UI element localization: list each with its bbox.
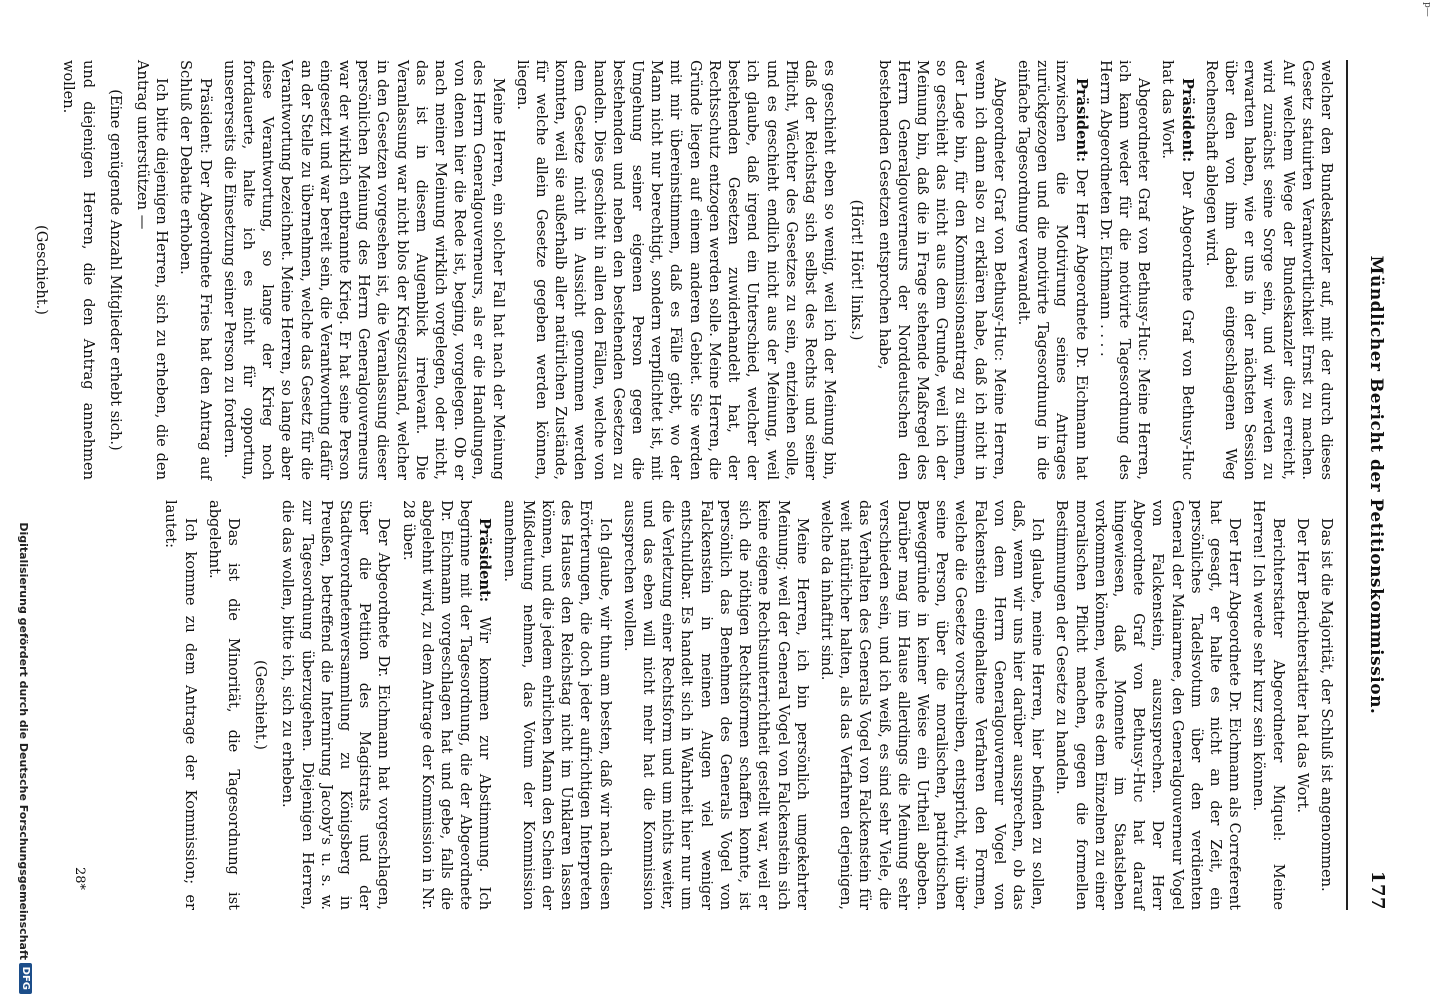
paragraph	[398, 500, 494, 910]
paragraph: Meine Herren, ein solcher Fall hat nach der Meinung des Herrn Generalgouverneurs, als er die Handlungen, von denen hier die Rede ist, beging, vorgelegen. Ob er nach meiner Meinung wirklich vorgelegen, oder nicht, das ist in diesem Augenblick irrelevant. Die Veranlassung war nicht blos der Kriegszustand, welcher in den Gesetzen vorgesehen ist, die Veranlassung dieser persönlichen Meinung des Herrn Generalgouverneurs war der wirklich entbrannte Krieg. Er hat seine Person eingesetzt und war bereit sein, die Verantwortung dafür an der Stelle zu übernehmen, welche das Gesetz für die Verantwortung bezeichnet. Meine Herren, so lange aber diese Verantwortung, so lange der Krieg noch fortdauerte, halte ich es nicht für opportun, unsererseits die Einsetzung seiner Person zu fordern.	[220, 60, 507, 480]
dfg-logo: DFG	[19, 963, 32, 994]
paragraph-text: Wir kommen zur Abstimmung. Ich begrinne mit der Tagesordnung, die der Abgeordnete Dr. Eichmann vorgeschlagen hat und gebe, falls die abgelehnt wird, zu dem Antrage der Kommission in Nr. 28 über.	[399, 500, 494, 910]
paragraph: Meine Herren, ich bin persönlich umgekehrter Meinung; weil der General Vogel von Falckenstein sich keine eigene Rechtsunterrichtheit gestellt war, weil er sich die nöthigen Rechtsformen schaffen konnte, ist persönlich das Benehmen des Generals Vogel von Falckenstein in meinen Augen viel weniger entschuldbar. Es handelt sich in Wahrheit hier nur um die Verletzung einer Rechtsform und um nichts weiter, und das eben will nicht mehr hat die Kommission aussprechen wollen.	[620, 500, 811, 910]
interjection: (Geschieht.)	[33, 225, 51, 315]
right-column	[110, 500, 1336, 910]
speaker-label: Präsident:	[1178, 78, 1196, 163]
paragraph: Der Herr Abgeordnete Dr. Eichmann als Correferent hat gesagt, er halte es nicht an der Zeit, ein persönliches Tadelsvotum über den verdienten General der Mainarmee, den Generalgouverneur Vogel von Falckenstein, auszusprechen. Der Herr Abgeordnete Graf von Bethusy-Huc hat darauf hingewiesen, daß Momente im Staatsleben vorkommen können, welche es dem Einzelnen zu einer moralischen Pflicht machen, gegen die formellen Bestimmungen der Gesetze zu handeln.	[1053, 500, 1244, 910]
digitization-footer	[8, 0, 34, 1000]
header-rule	[1346, 60, 1348, 910]
interjection: (Hört! Hört! links.)	[848, 199, 866, 341]
paragraph: Ich glaube, meine Herren, hier befinden zu sollen, daß, wenn wir uns hier darüber aussprechen, ob das von dem Herrn Generalgouverneur Vogel von Falckenstein eingehaltene Verfahren den Formen, welche die Gesetze vorschreiben, entspricht, wir über seine Person, über die moralischen, patriotischen Beweggründe in keiner Weise ein Urtheil abgeben. Darüber mag im Hause allerdings die Meinung sehr verschieden sein, und ich weiß, es sind sehr Viele, die das Verhalten des Generals Vogel von Falckenstein für weit natürlicher halten, als das Verfahren derjenigen, welche da inhaftirt sind.	[817, 500, 1047, 910]
paragraph: und diejenigen Herren, die den Antrag annehmen wollen.	[60, 60, 97, 480]
paragraph: Der Abgeordnete Dr. Eichmann hat vorgeschlagen, über die Petition des Magistrats und der Stadtverordnetenversammlung zu Königsberg in Preußen, betreffend die Internirung Jacoby's u. s. w. zur Tagesordnung überzugehen. Diejenigen Herren, die das wollen, bitte ich, sich zu erheben.	[279, 500, 393, 910]
running-header	[1352, 60, 1392, 910]
paragraph: Ich komme zu dem Antrage der Kommission; er lautet:	[162, 500, 199, 910]
speaker-label: Präsident:	[1072, 78, 1090, 163]
paragraph: es geschieht eben so wenig, weil ich der Meinung bin, daß der Reichstag sich selbst des Rechts und seiner Pflicht, Wächter des Gesetzes zu sein, entziehen solle, und es geschieht endlich nicht aus der Meinung, weil ich glaube, daß irgend ein Unterschied, welcher der bestehenden Gesetzen zuwiderhandelt hat, der Rechtsschutz entzogen werden solle. Meine Herren, die Gründe liegen auf einem anderen Gebiet. Sie werden mit mir übereinstimmen, daß es Fälle giebt, wo der Mann nicht nur berechtigt, sondern verpflichtet ist, mit Umgehung seiner eigenen Person gegen die bestehenden und neben den bestehenden Gesetzen zu handeln. Dies geschieht in allen den Fällen, welche von dem Gesetze nicht in Aussicht genommen werden konnten, weil sie außerhalb aller natürlichen Zustände, für welche allein Gesetze gegeben werden können, liegen.	[513, 60, 839, 480]
paragraph	[1014, 60, 1091, 480]
paragraph: Abgeordneter Graf von Bethusy-Huc: Meine Herren, ich kann weder für die motivirte Tagesordnung des Herrn Abgeordneten Dr. Eichmann . . . .	[1096, 60, 1153, 480]
page-number: 177	[1367, 870, 1388, 910]
interjection: (Eine genügende Anzahl Mitglieder erhebt sich.)	[106, 89, 124, 451]
paragraph: Das ist die Minorität, die Tagesordnung ist abgelehnt.	[205, 500, 243, 910]
paragraph: welcher den Bundeskanzler auf, mit der durch dieses Gesetz statuirten Verantwortlichkeit Ernst zu machen. Auf welchem Wege der Bundeskanzler dies erreicht, wird zunächst seine Sorge sein, und wir werden zu erwarten haben, wie er uns in der nächsten Session über den von ihm dabei eingeschlagenen Weg Rechenschaft ablegen wird.	[1202, 60, 1335, 480]
signature-mark: 28*	[72, 866, 87, 890]
paragraph: Das ist die Majorität, der Schluß ist angenommen.	[1318, 518, 1335, 892]
corner-mark: p—	[1422, 2, 1432, 17]
page-title: Mündlicher Bericht der Petitionskommission.	[1366, 255, 1386, 715]
paragraph: Präsident: Der Abgeordnete Fries hat den Antrag auf Schluß der Debatte erhoben.	[177, 60, 214, 480]
paragraph: Der Herr Berichterstatter hat das Wort.	[1293, 518, 1311, 814]
paragraph-text: Der Herr Abgeordnete Dr. Eichmann hat inzwischen die Motivirung seines Antrages zurückgezogen und die motivirte Tagesordnung in die einfache Tagesordnung verwandelt.	[1014, 60, 1090, 480]
paragraph: Ich glaube, wir thun am besten, daß wir nach diesen Erörterungen, die doch jeder aufrichtigen Interpreten des Hauses den Reichstag nicht im Unklaren lassen können, und die jedem ehrlichen Mann den Schein der Mißdeutung nehmen, das Votum der Kommission annehmen.	[500, 500, 614, 910]
paragraph-text: Der Abgeordnete Graf von Bethusy-Huc hat das Wort.	[1159, 60, 1196, 480]
paragraph: Berichterstatter Abgeordneter Miquel: Meine Herren! Ich werde sehr kurz sein können.	[1250, 500, 1287, 910]
digitization-note: Digitalisierung gefördert durch die Deutsche Forschungsgemeinschaft	[17, 522, 30, 960]
speaker-label: Präsident:	[476, 518, 494, 603]
paragraph	[1158, 60, 1196, 480]
paragraph: Ich bitte diejenigen Herren, sich zu erheben, die den Antrag unterstützen —	[134, 60, 171, 480]
left-column	[33, 60, 1336, 480]
paragraph: Abgeordneter Graf von Bethusy-Huc: Meine Herren, wenn ich dann also zu erklären habe, daß ich nicht in der Lage bin, für den Kommissionsantrag zu stimmen, so geschieht das nicht aus dem Grunde, weil ich der Meinung bin, daß die in Frage stehende Maßregel des Herrn Generalgouverneurs der Norddeutschen den bestehenden Gesetzen entsprochen habe,	[875, 60, 1008, 480]
interjection: (Geschieht.)	[252, 660, 270, 750]
